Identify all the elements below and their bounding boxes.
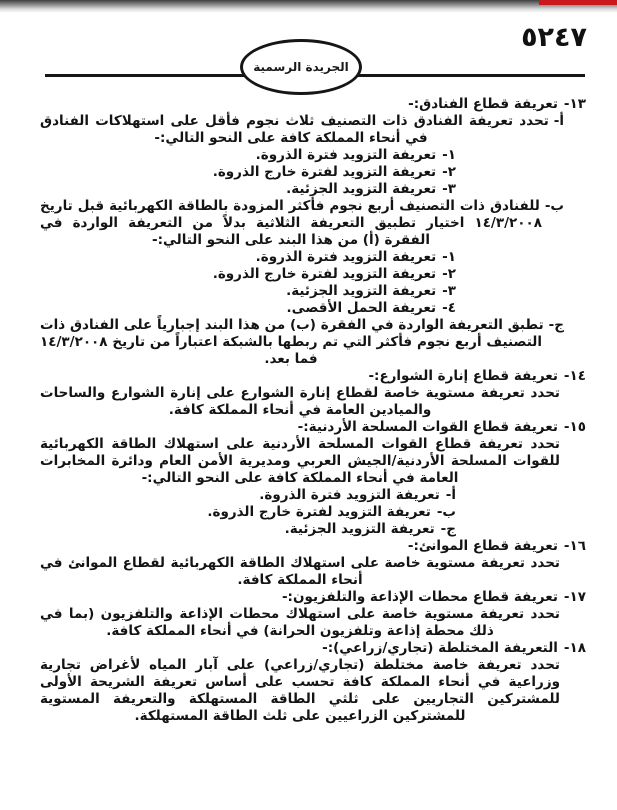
list-item-text: تعريفة التزويد فترة الذروة. (259, 487, 440, 503)
list-item-label: ج- (440, 521, 456, 537)
list-item-text: تعريفة الحمل الأقصى. (286, 300, 437, 316)
list-item-label: ١- (442, 147, 456, 163)
section-18 (40, 640, 586, 725)
list-item (40, 266, 586, 283)
list-item (40, 487, 586, 504)
list-item-label: أ- (445, 487, 456, 503)
list-item (40, 521, 586, 538)
section-heading (40, 538, 586, 555)
section-13 (40, 96, 586, 368)
gazette-title: الجريدة الرسمية (253, 60, 349, 74)
sub-paragraph (40, 198, 586, 249)
list-item (40, 283, 586, 300)
sub-paragraph (40, 317, 586, 368)
list-item-label: ٣- (442, 181, 456, 197)
section-title: تعريفة قطاع القوات المسلحة الأردنية:- (297, 419, 558, 435)
list-item (40, 181, 586, 198)
page-number: ٥٢٤٧ (521, 22, 587, 53)
list-item-label: ١- (442, 249, 456, 265)
paragraph-text: تحدد تعريفة الفنادق ذات التصنيف ثلاث نجوم فأقل على استهلاكات الفنادق في أنحاء المملكة كافة على النحو التالي:- (40, 113, 549, 146)
list-item (40, 249, 586, 266)
list-item-label: ٢- (442, 266, 456, 282)
list-item-text: تعريفة التزويد لفترة خارج الذروة. (212, 164, 437, 180)
list-item-label: ٢- (442, 164, 456, 180)
section-heading (40, 589, 586, 606)
section-14 (40, 368, 586, 419)
list-item-text: تعريفة التزويد لفترة خارج الذروة. (212, 266, 437, 282)
section-title: تعريفة قطاع الموانئ:- (407, 538, 558, 554)
list-item-label: ٣- (442, 283, 456, 299)
list-item-text: تعريفة التزويد لفترة خارج الذروة. (207, 504, 431, 520)
list-item-label: ب- (436, 504, 456, 520)
section-number: ١٣- (563, 96, 586, 112)
paragraph-label: أ- (553, 113, 564, 129)
paragraph-label: ج- (548, 317, 564, 333)
list-item-text: تعريفة التزويد الجزئية. (284, 521, 435, 537)
body-paragraph: تحدد تعريفة مستوية خاصة على استهلاك محطات الإذاعة والتلفزيون (بما في ذلك محطة إذاعة وتلفزيون الحرانة) في أنحاء المملكة كافة. (40, 606, 560, 639)
list-item (40, 164, 586, 181)
section-heading (40, 419, 586, 436)
gazette-seal-oval (240, 39, 362, 95)
list-item-text: تعريفة التزويد الجزئية. (286, 283, 437, 299)
section-title: تعريفة قطاع إنارة الشوارع:- (368, 368, 558, 384)
top-gradient-bar (0, 0, 617, 13)
section-title: تعريفة قطاع الفنادق:- (408, 96, 558, 112)
list-item-text: تعريفة التزويد فترة الذروة. (255, 147, 437, 163)
body-paragraph: تحدد تعريفة قطاع القوات المسلحة الأردنية على استهلاك الطاقة الكهربائية للقوات المسلحة الأردنية/الجيش العربي ومديرية الأمن العام ودائرة المخابرات العامة في أنحاء المملكة كافة على النحو التالي:- (40, 436, 560, 486)
red-corner-bar (539, 0, 617, 5)
body-paragraph: تحدد تعريفة مستوية خاصة على استهلاك الطاقة الكهربائية لقطاع الموانئ في أنحاء المملكة كافة. (40, 555, 560, 588)
list-item (40, 300, 586, 317)
list-item-text: تعريفة التزويد الجزئية. (286, 181, 437, 197)
section-number: ١٧- (563, 589, 586, 605)
section-title: تعريفة قطاع محطات الإذاعة والتلفزيون:- (281, 589, 558, 605)
paragraph-text: تطبق التعريفة الواردة في الفقرة (ب) من هذا البند إجبارياً على الفنادق ذات التصنيف أربع نجوم فأكثر التي تم ربطها بالشبكة اعتباراً من تاريخ ١٤/٣/٢٠٠٨ فما بعد. (40, 317, 544, 367)
section-heading (40, 640, 586, 657)
list-item (40, 147, 586, 164)
body-paragraph: تحدد تعريفة خاصة مختلطة (تجاري/زراعي) على آبار المياه لأغراض تجارية وزراعية في أنحاء المملكة كافة تحسب على أساس تعريفة الشريحة الأولى للمشتركين التجاريين على ثلثي الطاقة المستهلكة والتعريفة المستوية للمشتركين الزراعيين على ثلث الطاقة المستهلكة. (40, 657, 560, 724)
body-paragraph: تحدد تعريفة مستوية خاصة لقطاع إنارة الشوارع على إنارة الشوارع والساحات والميادين العامة في أنحاء المملكة كافة. (40, 385, 560, 418)
list-item-label: ٤- (442, 300, 456, 316)
section-heading (40, 96, 586, 113)
paragraph-label: ب- (544, 198, 564, 214)
list-item (40, 504, 586, 521)
list-item-text: تعريفة التزويد فترة الذروة. (255, 249, 437, 265)
section-number: ١٥- (563, 419, 586, 435)
paragraph-text: للفنادق ذات التصنيف أربع نجوم فأكثر المزودة بالطاقة الكهربائية قبل تاريخ ١٤/٣/٢٠٠٨ اختيار تطبيق التعريفة الثلاثية بدلاً من التعريفة الواردة في الفقرة (أ) من هذا البند على النحو التالي:- (40, 198, 542, 248)
section-15 (40, 419, 586, 538)
document-content (40, 96, 586, 725)
section-title: التعريفة المختلطة (تجاري/زراعي):- (322, 640, 558, 656)
section-number: ١٤- (563, 368, 586, 384)
section-number: ١٨- (563, 640, 586, 656)
sub-paragraph (40, 113, 586, 147)
section-17 (40, 589, 586, 640)
section-number: ١٦- (563, 538, 586, 554)
section-16 (40, 538, 586, 589)
section-heading (40, 368, 586, 385)
